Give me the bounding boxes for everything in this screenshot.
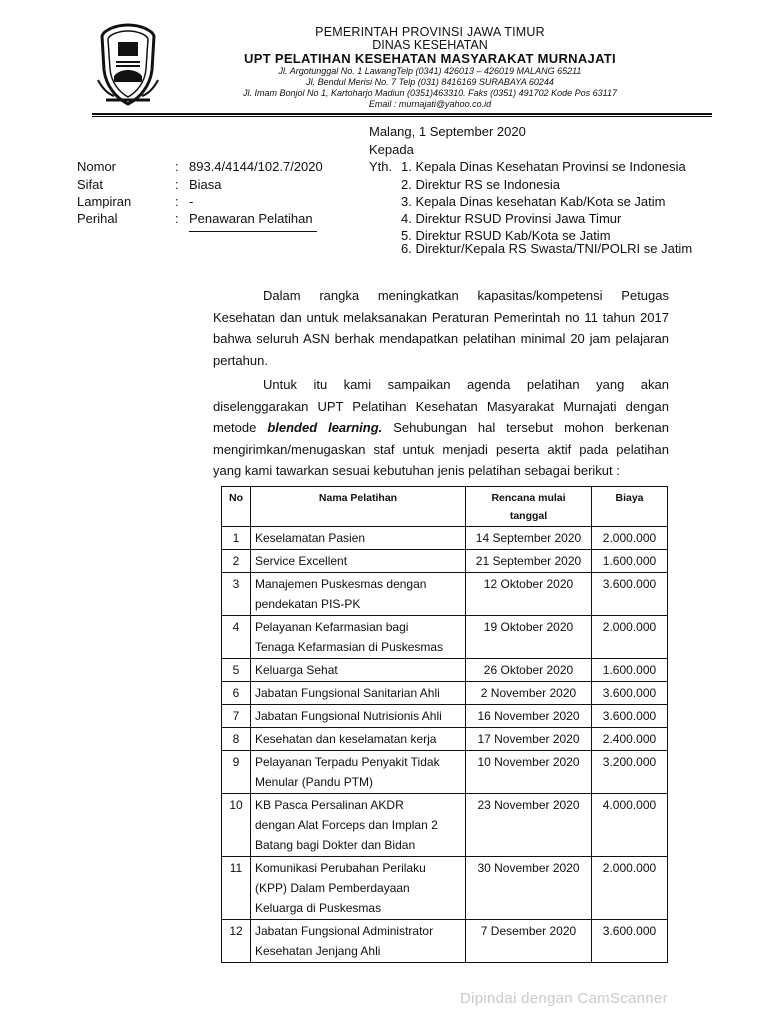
cell-tanggal: 7 Desember 2020 — [466, 920, 592, 963]
cell-nama — [251, 659, 466, 682]
letterhead-address-malang: Jl. Argotunggal No. 1 LawangTelp (0341) 426013 – 426019 MALANG 65211 — [278, 66, 582, 76]
cell-tanggal: 14 September 2020 — [466, 527, 592, 550]
cell-no: 12 — [222, 920, 251, 963]
cell-nama — [251, 920, 466, 963]
header-no: No — [222, 487, 251, 527]
cell-nama-line: Batang bagi Dokter dan Bidan — [255, 838, 416, 852]
table-row — [222, 705, 668, 728]
cell-biaya: 1.600.000 — [592, 659, 668, 682]
table-row — [222, 857, 668, 920]
cell-tanggal: 21 September 2020 — [466, 550, 592, 573]
cell-nama — [251, 573, 466, 616]
recipient-item: 5. Direktur RSUD Kab/Kota se Jatim — [401, 228, 611, 243]
cell-tanggal: 19 Oktober 2020 — [466, 616, 592, 659]
perihal-underline — [189, 231, 317, 232]
cell-nama-line: Manajemen Puskesmas dengan — [255, 577, 427, 591]
cell-tanggal: 30 November 2020 — [466, 857, 592, 920]
cell-biaya: 3.600.000 — [592, 705, 668, 728]
cell-no: 1 — [222, 527, 251, 550]
table-body — [222, 527, 668, 963]
cell-nama-line: Keselamatan Pasien — [255, 531, 366, 545]
header-biaya: Biaya — [592, 487, 668, 527]
letterhead-email: Email : murnajati@yahoo.co.id — [368, 99, 492, 109]
cell-no: 7 — [222, 705, 251, 728]
meta-colon: : — [175, 177, 179, 192]
letter-kepada: Kepada — [369, 142, 414, 157]
table-row — [222, 550, 668, 573]
body-paragraph-1 — [213, 285, 669, 371]
cell-nama-line: Jabatan Fungsional Administrator — [255, 924, 434, 938]
cell-biaya: 2.400.000 — [592, 728, 668, 751]
scanner-watermark: Dipindai dengan CamScanner — [460, 990, 668, 1007]
cell-biaya: 1.600.000 — [592, 550, 668, 573]
cell-tanggal: 26 Oktober 2020 — [466, 659, 592, 682]
training-schedule-table — [221, 486, 668, 963]
cell-nama-line: KB Pasca Persalinan AKDR — [255, 798, 404, 812]
letterhead-institution: UPT PELATIHAN KESEHATAN MASYARAKAT MURNAJATI — [244, 51, 616, 66]
letterhead-department: DINAS KESEHATAN — [372, 38, 488, 52]
meta-label-nomor: Nomor — [77, 159, 117, 174]
cell-biaya: 2.000.000 — [592, 857, 668, 920]
cell-nama — [251, 751, 466, 794]
cell-nama-line: Pelayanan Terpadu Penyakit Tidak — [255, 755, 440, 769]
cell-nama — [251, 550, 466, 573]
cell-biaya: 2.000.000 — [592, 616, 668, 659]
paragraph-2-text-b: Sehubungan hal tersebut mohon berkenan mengirimkan/menugaskan staf untuk menjadi peserta aktif pada pelatihan yang kami tawarkan sesuai kebutuhan jenis pelatihan sebagai berikut : — [213, 420, 669, 478]
recipient-item: 1. Kepala Dinas Kesehatan Provinsi se Indonesia — [401, 159, 686, 174]
recipient-item: 3. Kepala Dinas kesehatan Kab/Kota se Jatim — [401, 194, 666, 209]
table-row — [222, 920, 668, 963]
cell-biaya: 3.600.000 — [592, 920, 668, 963]
letter-date: Malang, 1 September 2020 — [369, 124, 526, 139]
table-row — [222, 728, 668, 751]
cell-nama-line: Jabatan Fungsional Nutrisionis Ahli — [255, 709, 442, 723]
cell-tanggal: 16 November 2020 — [466, 705, 592, 728]
meta-value-nomor: 893.4/4144/102.7/2020 — [189, 159, 323, 174]
cell-no: 4 — [222, 616, 251, 659]
cell-no: 2 — [222, 550, 251, 573]
meta-colon: : — [175, 159, 179, 174]
cell-no: 9 — [222, 751, 251, 794]
table-row — [222, 616, 668, 659]
header-tanggal-line1: Rencana mulai — [491, 492, 566, 504]
paragraph-1-text: Dalam rangka meningkatkan kapasitas/kompetensi Petugas Kesehatan dan untuk melaksanakan Peraturan Pemerintah no 11 tahun 2017 bahwa seluruh ASN berhak mendapatkan pelatihan minimal 20 jam pelajaran pertahun. — [213, 288, 669, 368]
cell-nama-line: Komunikasi Perubahan Perilaku — [255, 861, 426, 875]
meta-value-perihal: Penawaran Pelatihan — [189, 211, 313, 226]
table-row — [222, 794, 668, 857]
body-paragraph-2 — [213, 374, 669, 482]
cell-nama-line: Keluarga di Puskesmas — [255, 901, 382, 915]
cell-nama-line: Tenaga Kefarmasian di Puskesmas — [255, 640, 444, 654]
cell-no: 8 — [222, 728, 251, 751]
letterhead-rule-thick — [92, 113, 712, 115]
table-header-row — [222, 487, 668, 527]
cell-nama-line: (KPP) Dalam Pemberdayaan — [255, 881, 410, 895]
cell-nama-line: pendekatan PIS-PK — [255, 597, 361, 611]
letter-yth: Yth. — [369, 159, 393, 174]
cell-nama — [251, 794, 466, 857]
meta-label-sifat: Sifat — [77, 177, 104, 192]
cell-nama-line: Pelayanan Kefarmasian bagi — [255, 620, 409, 634]
cell-no: 5 — [222, 659, 251, 682]
cell-nama-line: Menular (Pandu PTM) — [255, 775, 374, 789]
cell-nama-line: dengan Alat Forceps dan Implan 2 — [255, 818, 438, 832]
cell-tanggal: 23 November 2020 — [466, 794, 592, 857]
cell-nama — [251, 728, 466, 751]
meta-value-lampiran: - — [189, 194, 194, 209]
paragraph-2-text-a: Untuk itu kami sampaikan agenda pelatihan yang akan diselenggarakan UPT Pelatihan Kesehatan Masyarakat Murnajati dengan metode — [213, 377, 669, 435]
cell-nama-line: Jabatan Fungsional Sanitarian Ahli — [255, 686, 440, 700]
blended-learning-emphasis: blended learning. — [267, 420, 383, 435]
cell-tanggal: 17 November 2020 — [466, 728, 592, 751]
cell-no: 10 — [222, 794, 251, 857]
cell-nama — [251, 857, 466, 920]
cell-biaya: 2.000.000 — [592, 527, 668, 550]
cell-no: 11 — [222, 857, 251, 920]
letterhead-rule-thin — [92, 116, 712, 117]
cell-biaya: 4.000.000 — [592, 794, 668, 857]
letterhead-address-surabaya: Jl. Bendul Merisi No. 7 Telp (031) 8416169 SURABAYA 60244 — [306, 77, 554, 87]
header-tanggal-line2: tanggal — [509, 510, 548, 522]
cell-nama-line: Kesehatan dan keselamatan kerja — [255, 732, 437, 746]
meta-colon: : — [175, 194, 179, 209]
letterhead-address-madiun: Jl. Imam Bonjol No 1, Kartoharjo Madiun (0351)463310. Faks (0351) 491702 Kode Pos 63117 — [242, 88, 618, 98]
meta-label-lampiran: Lampiran — [77, 194, 132, 209]
cell-tanggal: 10 November 2020 — [466, 751, 592, 794]
meta-label-perihal: Perihal — [77, 211, 118, 226]
cell-nama — [251, 527, 466, 550]
recipient-item: 4. Direktur RSUD Provinsi Jawa Timur — [401, 211, 622, 226]
cell-nama — [251, 616, 466, 659]
header-nama: Nama Pelatihan — [251, 487, 466, 527]
cell-tanggal: 12 Oktober 2020 — [466, 573, 592, 616]
cell-nama — [251, 705, 466, 728]
recipient-item: 6. Direktur/Kepala RS Swasta/TNI/POLRI se Jatim — [401, 241, 693, 256]
cell-biaya: 3.200.000 — [592, 751, 668, 794]
table-row — [222, 751, 668, 794]
cell-no: 6 — [222, 682, 251, 705]
cell-nama-line: Keluarga Sehat — [255, 663, 338, 677]
meta-colon: : — [175, 211, 179, 226]
meta-value-sifat: Biasa — [189, 177, 222, 192]
header-tanggal — [466, 487, 592, 527]
cell-tanggal: 2 November 2020 — [466, 682, 592, 705]
cell-nama-line: Service Excellent — [255, 554, 348, 568]
recipient-item: 2. Direktur RS se Indonesia — [401, 177, 560, 192]
cell-nama-line: Kesehatan Jenjang Ahli — [255, 944, 381, 958]
cell-no: 3 — [222, 573, 251, 616]
table-row — [222, 527, 668, 550]
cell-biaya: 3.600.000 — [592, 573, 668, 616]
cell-biaya: 3.600.000 — [592, 682, 668, 705]
cell-nama — [251, 682, 466, 705]
table-row — [222, 659, 668, 682]
letterhead-government: PEMERINTAH PROVINSI JAWA TIMUR — [315, 25, 545, 39]
table-row — [222, 682, 668, 705]
table-row — [222, 573, 668, 616]
